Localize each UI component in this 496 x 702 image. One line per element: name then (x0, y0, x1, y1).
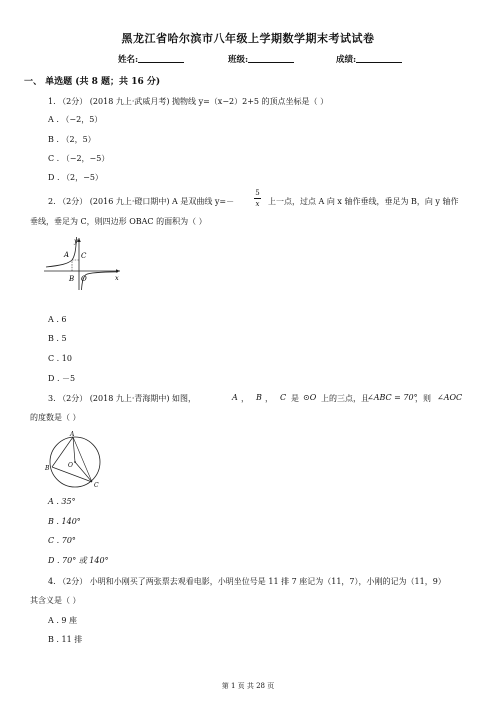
q3-point-b: B (256, 393, 262, 402)
q3-angle-aoc: ∠AOC (437, 393, 463, 402)
q2-option-a: A . 6 (48, 315, 67, 324)
q1-option-c: C . （−2，−5） (48, 154, 110, 163)
q3-option-d: D . 70° 或 140° (48, 556, 109, 565)
question-4-stem-b: 其含义是（ ） (30, 596, 81, 605)
q3-comma-2: ， (265, 394, 273, 403)
q2-fraction (254, 189, 261, 208)
circle-figure (44, 430, 106, 492)
question-3-stem-b: 的度数是（ ） (30, 413, 81, 422)
fig2-label-y: y (74, 237, 78, 245)
fig2-label-b: B (69, 275, 75, 283)
page-title: 黑龙江省哈尔滨市八年级上学期数学期末考试试卷 (121, 32, 375, 45)
question-2-stem-b: 上一点，过点 A 向 x 轴作垂线，垂足为 B，向 y 轴作 (268, 197, 459, 206)
fig3-label-c: C (94, 482, 99, 489)
q3-on-text: 上的三点，且 (321, 394, 369, 403)
class-label: 班级: (228, 55, 249, 65)
q3-shi: 是 (291, 394, 299, 403)
score-label: 成绩: (336, 55, 357, 65)
fig3-label-o: O (68, 462, 73, 469)
q2-option-b: B . 5 (48, 334, 67, 343)
q2-fraction-denominator: x (255, 200, 260, 208)
fig2-label-x: x (115, 274, 119, 282)
class-blank (248, 53, 294, 63)
q4-option-b: B . 11 排 (48, 635, 83, 644)
q4-option-a: A . 9 座 (48, 616, 78, 625)
q2-fraction-numerator: 5 (255, 189, 260, 197)
q3-comma-1: ， (241, 394, 249, 403)
fig2-label-c: C (81, 252, 87, 260)
q3-point-a: A (232, 393, 238, 402)
score-blank (356, 53, 402, 63)
q3-angle-abc: ∠ABC = 70° (367, 393, 418, 402)
page-footer: 第 1 页 共 28 页 (221, 682, 275, 690)
q3-option-a: A . 35° (48, 497, 76, 506)
fig3-label-b: B (45, 465, 50, 472)
fig2-label-o: O (81, 275, 87, 283)
q3-circle-o: ⊙O (303, 393, 317, 402)
q2-fraction-bar (254, 198, 261, 199)
question-1-stem: 1. （2分） (2018 九上·武威月考) 抛物线 y=（x−2）2+5 的顶点坐标是（ ） (48, 97, 329, 106)
q1-option-d: D . （2，−5） (48, 173, 103, 182)
question-4-stem-a: 4. （2分） 小明和小刚买了两张票去观看电影，小明坐位号是 11 排 7 座记为（11，7），小刚的记为（11，9） (48, 577, 446, 586)
q3-then: ，则 (415, 394, 431, 403)
name-blank (138, 53, 184, 63)
question-2-stem-c: 垂线，垂足为 C，则四边形 OBAC 的面积为（ ） (30, 217, 207, 226)
name-field (118, 53, 184, 65)
fig3-label-a: A (70, 431, 75, 438)
fig2-label-a: A (64, 251, 70, 259)
section-heading: 一、 单选题 (共 8 题；共 16 分) (24, 77, 161, 87)
question-2-stem-a: 2. （2分） (2016 九上·磴口期中) A 是双曲线 y=－ (48, 197, 235, 206)
q2-option-c: C . 10 (48, 354, 72, 363)
q1-option-b: B . （2，5） (48, 135, 96, 144)
q3-option-c: C . 70° (48, 536, 76, 545)
name-label: 姓名: (118, 55, 139, 65)
q3-point-c: C (280, 393, 287, 402)
q1-option-a: A . （−2，5） (48, 115, 103, 124)
hyperbola-figure (40, 234, 124, 292)
question-3-stem-a: 3. （2分） (2018 九上·青海期中) 如图， (48, 394, 197, 403)
q3-option-b: B . 140° (48, 517, 81, 526)
class-field (228, 53, 294, 65)
score-field (336, 53, 402, 65)
q2-option-d: D . －5 (48, 374, 76, 383)
